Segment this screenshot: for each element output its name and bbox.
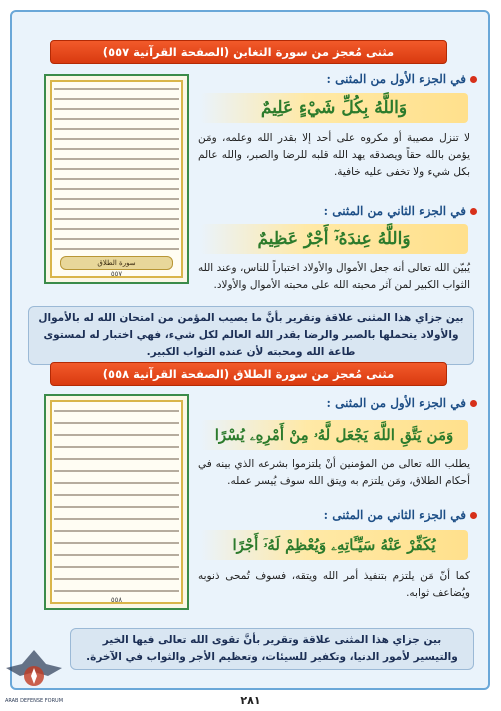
part1-verse: وَاللَّهُ بِكُلِّ شَيْءٍ عَلِيمٌ	[200, 93, 468, 123]
section-title-1: مثنى مُعجز من سورة التغابن (الصفحة القرآنية ٥٥٧)	[50, 40, 447, 64]
part2-verse: يُكَفِّرْ عَنْهُ سَيِّـَٔاتِهِۦ وَيُعْظِمْ لَهُۥٓ أَجْرًا	[200, 530, 468, 560]
part1-verse: وَمَن يَتَّقِ اللَّهَ يَجْعَل لَّهُۥ مِنْ أَمْرِهِۦ يُسْرًا	[200, 420, 468, 450]
part1-explanation: لا تنزل مصيبة أو مكروه على أحد إلا بقدر الله وعلمه، ومَن يؤمن بالله حقاً ويصدقه يهد الله قلبه للرضا والصبر، والله عالم بكل شيء ولا تخفى عليه خافية.	[198, 132, 470, 178]
quran-page-frame	[50, 400, 183, 604]
part2-heading: في الجزء الثاني من المثنى :	[324, 204, 477, 218]
quran-page-number: ٥٥٨	[110, 596, 123, 604]
forum-logo-icon	[2, 646, 66, 708]
surah-banner: سورة الطلاق	[60, 256, 173, 270]
part2-explanation: يُبيّن الله تعالى أنه جعل الأموال والأولاد اختباراً للناس، وعند الله الثواب الكبير لمن آثر محبته الله على محبته الأموال والأولاد.	[198, 262, 470, 291]
bullet-icon	[470, 76, 477, 83]
section-title-2: مثنى مُعجز من سورة الطلاق (الصفحة القرآنية ٥٥٨)	[50, 362, 447, 386]
watermark-label: ARAB DEFENSE FORUM	[4, 698, 64, 704]
bullet-icon	[470, 400, 477, 407]
part2-heading: في الجزء الثاني من المثنى :	[324, 508, 477, 522]
summary-box-2: بين جزاي هذا المثنى علاقة وتقرير بأنَّ تقوى الله تعالى فيها الخير والتيسير لأمور الدنيا، وتكفير للسيئات، وتعظيم الأجر والثواب في الآخرة.	[70, 628, 474, 670]
part1-heading: في الجزء الأول من المثنى :	[327, 72, 477, 86]
bullet-icon	[470, 512, 477, 519]
page-number: ٢٨١	[240, 694, 261, 707]
quran-page-number: ٥٥٧	[110, 270, 123, 278]
summary-box-1: بين جزاي هذا المثنى علاقة وتقرير بأنَّ ما يصيب المؤمن من امتحان الله له بالأموال والأولاد يتحملها بالصبر والرضا بقدر الله العالم لكل شيء، فهي اختبار له لمستوى طاعة الله ومحبته لأن عنده الثواب الكبير.	[28, 306, 474, 365]
part2-verse: وَاللَّهُ عِندَهُۥٓ أَجْرٌ عَظِيمٌ	[200, 224, 468, 254]
bullet-icon	[470, 208, 477, 215]
quran-page-image-1	[44, 74, 189, 284]
part1-heading: في الجزء الأول من المثنى :	[327, 396, 477, 410]
part2-explanation: كما أنّ مَن يلتزم بتنفيذ أمر الله ويتقه، فسوف تُمحى ذنوبه ويُضاعف ثوابه.	[198, 570, 470, 599]
part1-explanation: يطلب الله تعالى من المؤمنين أنْ يلتزموا بشرعه الذي بينه في أحكام الطلاق، ومَن يلتزم به ويتق الله سوف يُيسر عمله.	[198, 458, 470, 487]
quran-page-image-2	[44, 394, 189, 610]
